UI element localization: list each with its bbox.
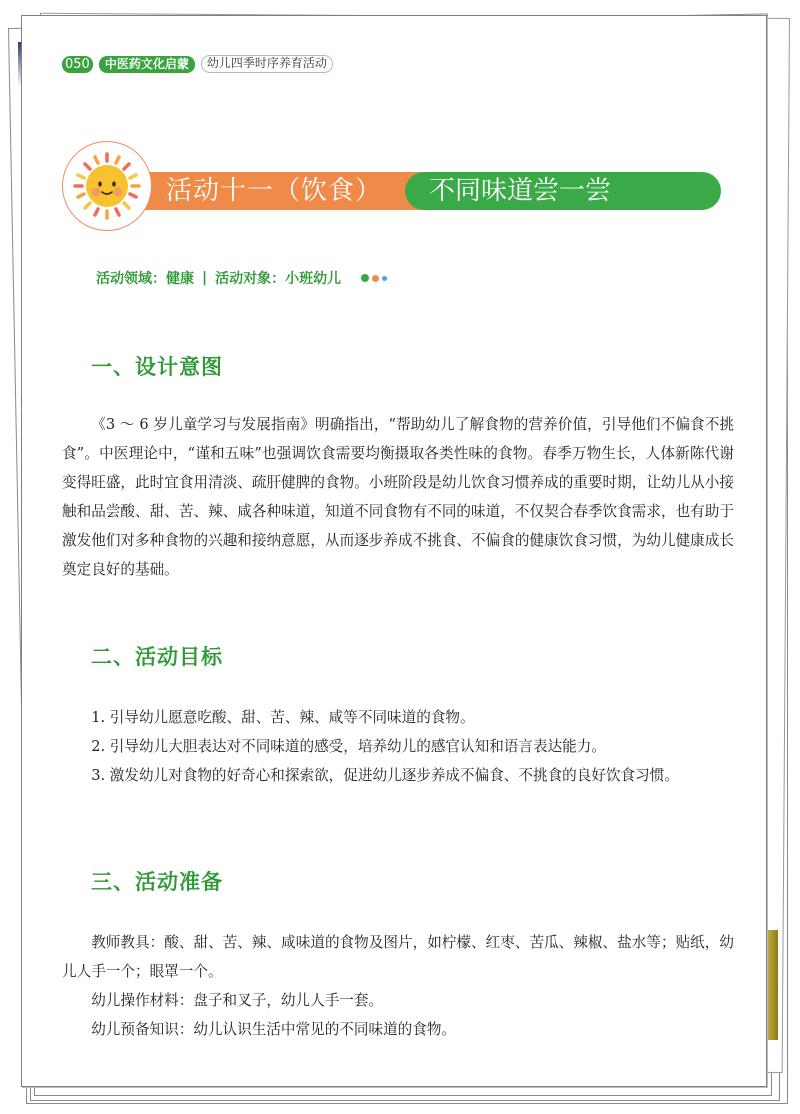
preparation-item: 教师教具：酸、甜、苦、辣、咸味道的食物及图片，如柠檬、红枣、苦瓜、辣椒、盐水等；贴纸，幼儿人手一个；眼罩一个。 — [62, 934, 734, 980]
preparation-item: 幼儿预备知识：幼儿认识生活中常见的不同味道的食物。 — [91, 1021, 457, 1038]
activity-title-banner — [62, 141, 722, 233]
meta-separator: | — [202, 270, 208, 286]
objective-item: 1. 引导幼儿愿意吃酸、甜、苦、辣、咸等不同味道的食物。 — [91, 709, 475, 726]
section-heading-preparation: 三、活动准备 — [91, 870, 223, 894]
running-header — [62, 55, 333, 73]
activity-label: 活动十一（饮食） — [166, 176, 383, 206]
section-heading-objectives: 二、活动目标 — [91, 645, 223, 669]
preparation-item: 幼儿操作材料：盘子和叉子，幼儿人手一套。 — [91, 992, 384, 1009]
activity-audience: 活动对象：小班幼儿 — [215, 271, 342, 287]
design-intent-body — [62, 410, 734, 584]
dot-green-icon — [361, 274, 369, 282]
page-number: 050 — [62, 56, 93, 73]
objective-item: 3. 激发幼儿对食物的好奇心和探索欲，促进幼儿逐步养成不偏食、不挑食的良好饮食习惯。 — [91, 767, 679, 784]
document-page — [21, 15, 767, 1087]
activity-name-pill — [405, 172, 721, 210]
objectives-list — [62, 703, 734, 790]
preparation-list — [62, 928, 734, 1044]
back-sheet-gold-edge — [766, 930, 778, 1040]
series-title: 中医药文化启蒙 — [99, 56, 195, 73]
activity-meta — [96, 268, 387, 288]
activity-domain: 活动领域：健康 — [96, 271, 194, 287]
dot-blue-icon — [382, 276, 387, 281]
book-title: 幼儿四季时序养育活动 — [201, 55, 333, 73]
section-heading-design-intent: 一、设计意图 — [91, 355, 223, 379]
sun-icon — [62, 141, 152, 231]
dot-orange-icon — [372, 275, 379, 282]
activity-number-bar — [132, 172, 422, 210]
paragraph: 《3 ～ 6 岁儿童学习与发展指南》明确指出，“帮助幼儿了解食物的营养价值，引导他们不偏食不挑食”。中医理论中，“谨和五味”也强调饮食需要均衡摄取各类性味的食物。春季万物生长，人体新陈代谢变得旺盛，此时宜食用清淡、疏肝健脾的食物。小班阶段是幼儿饮食习惯养成的重要时期，让幼儿从小接触和品尝酸、甜、苦、辣、咸各种味道，知道不同食物有不同的味道，不仅契合春季饮食需求，也有助于激发他们对多种食物的兴趣和接纳意愿，从而逐步养成不挑食、不偏食的健康饮食习惯，为幼儿健康成长奠定良好的基础。 — [62, 416, 734, 578]
decorative-dots — [361, 274, 387, 282]
activity-name: 不同味道尝一尝 — [429, 176, 612, 206]
objective-item: 2. 引导幼儿大胆表达对不同味道的感受，培养幼儿的感官认知和语言表达能力。 — [91, 738, 606, 755]
